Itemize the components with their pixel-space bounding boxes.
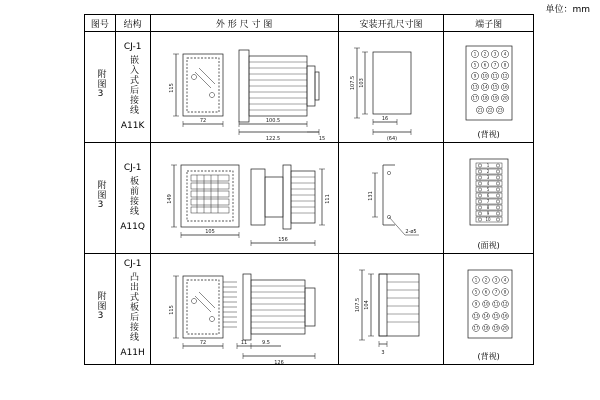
structure-text: 嵌入式后接线: [128, 54, 139, 115]
svg-text:2: 2: [484, 277, 488, 283]
svg-text:12: 12: [502, 73, 508, 79]
svg-text:1: 1: [486, 163, 490, 168]
dim-16: 16: [381, 116, 388, 122]
svg-text:6: 6: [486, 193, 490, 198]
fig-no-label: 附图3: [95, 180, 106, 212]
dim-3: 3: [381, 350, 385, 356]
header-structure: 结构: [115, 15, 150, 32]
structure-code: CJ-1: [123, 162, 142, 173]
svg-text:19: 19: [493, 325, 499, 331]
svg-text:13: 13: [472, 84, 478, 90]
dim-104: 104: [363, 300, 370, 310]
mounting-drawing-3: [339, 254, 443, 364]
terminal-drawing-3: [444, 254, 533, 364]
header-outline: 外 形 尺 寸 图: [150, 15, 338, 32]
dim-103: 103: [358, 78, 365, 88]
svg-text:7: 7: [486, 199, 490, 204]
cell-outline-drawing: [150, 32, 338, 143]
svg-text:13: 13: [473, 313, 479, 319]
svg-text:14: 14: [483, 313, 489, 319]
header-mounting: 安装开孔尺寸图: [338, 15, 443, 32]
svg-text:11: 11: [492, 73, 498, 79]
dim-122-5: 122.5: [265, 136, 280, 142]
svg-text:7: 7: [493, 62, 497, 68]
fig-no-label: 附图3: [95, 291, 106, 323]
svg-text:3: 3: [494, 277, 498, 283]
cell-mounting-drawing: [338, 254, 443, 365]
dim-2-o5: 2-ø5: [405, 229, 417, 235]
table-row: [85, 32, 534, 143]
cell-terminal-drawing: [444, 32, 534, 143]
svg-text:16: 16: [502, 313, 508, 319]
terminal-caption: (背视): [477, 352, 500, 361]
structure-code-bottom: A11Q: [120, 222, 145, 233]
svg-text:23: 23: [497, 107, 503, 113]
structure-code: CJ-1: [123, 258, 142, 269]
svg-text:11: 11: [493, 301, 499, 307]
cell-terminal-drawing: [444, 254, 534, 365]
dim-149: 149: [166, 194, 173, 204]
svg-text:7: 7: [494, 289, 498, 295]
svg-text:6: 6: [483, 62, 487, 68]
svg-text:10: 10: [485, 217, 491, 222]
cell-terminal-drawing: [444, 143, 534, 254]
svg-text:9: 9: [473, 73, 477, 79]
svg-text:6: 6: [484, 289, 488, 295]
dimension-table: [84, 14, 534, 365]
cell-mounting-drawing: [338, 143, 443, 254]
mounting-drawing-1: [339, 32, 443, 142]
svg-text:20: 20: [502, 325, 508, 331]
unit-note: 单位：mm: [545, 5, 590, 15]
table-row: [85, 254, 534, 365]
svg-text:15: 15: [492, 84, 498, 90]
terminal-drawing-1: [444, 32, 533, 142]
svg-text:18: 18: [483, 325, 489, 331]
svg-text:4: 4: [503, 277, 507, 283]
svg-text:17: 17: [473, 325, 479, 331]
svg-text:4: 4: [503, 51, 507, 57]
svg-text:2: 2: [483, 51, 487, 57]
svg-text:14: 14: [482, 84, 488, 90]
cell-mounting-drawing: [338, 32, 443, 143]
dim-107-5: 107.5: [349, 75, 356, 91]
svg-text:8: 8: [486, 205, 490, 210]
svg-text:16: 16: [502, 84, 508, 90]
svg-text:19: 19: [492, 95, 498, 101]
cell-outline-drawing: [150, 143, 338, 254]
svg-text:3: 3: [493, 51, 497, 57]
svg-text:8: 8: [503, 62, 507, 68]
svg-text:10: 10: [482, 73, 488, 79]
svg-text:22: 22: [487, 107, 493, 113]
table-row: [85, 143, 534, 254]
cell-outline-drawing: [150, 254, 338, 365]
dim-115: 115: [168, 305, 175, 315]
terminal-drawing-2: [444, 143, 533, 253]
svg-text:8: 8: [503, 289, 507, 295]
header-terminal: 端子图: [444, 15, 534, 32]
table-header-row: [85, 15, 534, 32]
svg-text:18: 18: [482, 95, 488, 101]
dim-64: (64): [386, 136, 397, 142]
dim-156: 156: [277, 237, 288, 243]
svg-text:9: 9: [474, 301, 478, 307]
svg-text:5: 5: [473, 62, 477, 68]
terminal-caption: (面视): [477, 241, 500, 250]
cell-fig-no: [85, 143, 116, 254]
svg-text:9: 9: [486, 211, 490, 216]
cell-structure: [115, 143, 150, 254]
dim-107-5: 107.5: [354, 297, 361, 313]
outline-drawing-2: [151, 143, 338, 253]
svg-text:17: 17: [472, 95, 478, 101]
fig-no-label: 附图3: [95, 69, 106, 101]
dim-100-5: 100.5: [265, 118, 280, 124]
svg-text:20: 20: [502, 95, 508, 101]
dim-72: 72: [199, 118, 206, 124]
structure-text: 板前接线: [128, 175, 139, 216]
terminal-caption: (背视): [477, 130, 500, 139]
svg-text:10: 10: [483, 301, 489, 307]
mounting-drawing-2: [339, 143, 443, 253]
cell-structure: [115, 32, 150, 143]
structure-text: 凸出式板后接线: [128, 271, 139, 342]
structure-code: CJ-1: [123, 41, 142, 52]
svg-text:12: 12: [502, 301, 508, 307]
dim-111: 111: [324, 194, 331, 204]
svg-text:4: 4: [486, 181, 490, 186]
dim-105: 105: [204, 229, 215, 235]
dim-9-5: 9.5: [261, 340, 270, 346]
dim-11: 11: [240, 340, 247, 346]
dim-131: 131: [367, 191, 374, 201]
svg-text:2: 2: [486, 169, 490, 174]
outline-drawing-1: [151, 32, 338, 142]
svg-text:3: 3: [486, 175, 490, 180]
outline-drawing-3: [151, 254, 338, 364]
structure-code-bottom: A11K: [120, 121, 145, 132]
svg-text:15: 15: [493, 313, 499, 319]
svg-text:1: 1: [474, 277, 478, 283]
cell-fig-no: [85, 254, 116, 365]
svg-text:5: 5: [474, 289, 478, 295]
dim-15: 15: [318, 136, 325, 142]
dim-126: 126: [273, 360, 284, 364]
structure-code-bottom: A11H: [120, 348, 145, 359]
header-fig-no: 图号: [85, 15, 116, 32]
cell-fig-no: [85, 32, 116, 143]
svg-text:5: 5: [486, 187, 490, 192]
svg-text:1: 1: [473, 51, 477, 57]
dim-72: 72: [199, 340, 206, 346]
cell-structure: [115, 254, 150, 365]
dim-115: 115: [168, 83, 175, 93]
svg-text:21: 21: [477, 107, 483, 113]
